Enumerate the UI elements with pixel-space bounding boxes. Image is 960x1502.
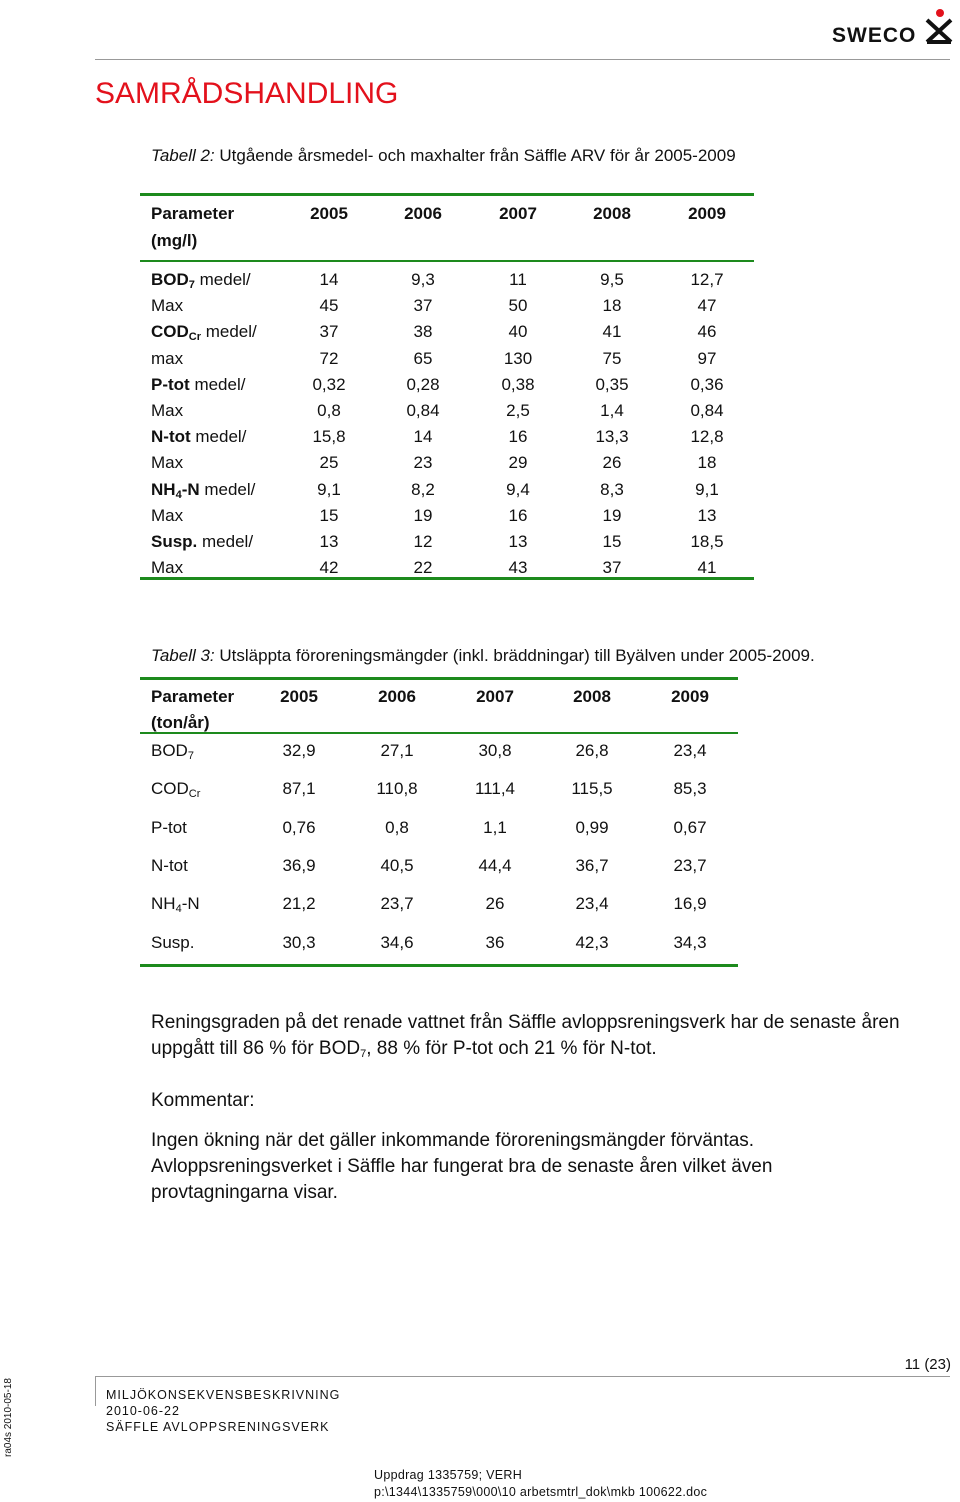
table3-year-header: 2009 [671,687,709,706]
table2-row-label [151,349,183,369]
param-name-suffix: -N [181,894,200,914]
table3-param-header: Parameter [151,687,235,706]
table2-year-header: 2008 [593,204,631,223]
table2-cell: 26 [602,453,622,473]
param-name: BOD [151,270,189,289]
table2-cell: 19 [602,505,622,525]
paragraph-line: provtagningarna visar. [151,1182,338,1203]
param-name: N-tot [151,427,191,447]
table3-row-label [151,741,194,762]
table2-row-label [151,453,183,473]
table2-unit-header: (mg/l) [151,231,198,250]
table3-cell: 30,3 [282,932,316,952]
table3-cell: 23,7 [380,894,414,914]
table2-row-label [151,558,183,578]
paragraph-line: Avloppsreningsverket i Säffle har fungerat bra de senaste åren vilket även [151,1156,773,1177]
table2-top-rule [140,193,754,196]
table2-cell: 18 [602,296,622,316]
table2-cell: 16 [508,427,528,447]
table2-cell: 45 [319,296,339,316]
footer-doc-type: MILJÖKONSEKVENSBESKRIVNING [106,1388,341,1402]
footer-rule-vertical [95,1376,96,1406]
table2-cell: 18 [697,453,717,473]
param-name: Susp. [151,532,198,551]
paragraph-text: uppgått till 86 % för BOD [151,1038,361,1059]
table3-cell: 44,4 [478,855,512,875]
table3-cell: 85,3 [673,779,707,799]
table3-cell: 34,6 [380,932,414,952]
table3-cell: 36,9 [282,855,316,875]
param-name: P-tot [151,817,187,837]
table2-cell: 2,5 [506,401,530,420]
table2-cell: 13 [319,532,339,551]
table2-row-label [151,506,183,526]
table2-row-label [151,427,246,447]
table2-caption-text: Utgående årsmedel- och maxhalter från Säffle ARV för år 2005-2009 [214,146,736,165]
table2-cell: 0,38 [501,374,535,394]
table2-cell: 13 [697,505,717,525]
table2-cell: 41 [697,558,717,578]
table3-cell: 34,3 [673,932,707,952]
table3-cell: 40,5 [380,855,414,875]
table3-row-label [151,856,188,876]
table2-row-label [151,270,251,291]
table2-cell: 0,32 [312,374,346,394]
paragraph-text: , 88 % för P-tot och 21 % för N-tot. [366,1038,657,1059]
paragraph-subscript: 7 [360,1048,367,1060]
table3-year-header: 2005 [280,687,318,706]
paragraph-line: Ingen ökning när det gäller inkommande föroreningsmängder förväntas. [151,1130,755,1151]
table2-cell: 15 [319,505,339,525]
table2-cell: 97 [697,348,717,368]
table2-year-header: 2005 [310,204,348,223]
param-name: P-tot [151,374,190,394]
table2-cell: 12 [413,532,433,551]
table2-row-label [151,401,183,421]
table3-cell: 27,1 [380,741,414,760]
sweco-logo [832,8,954,48]
param-name: N-tot [151,855,188,875]
table3-cell: 23,4 [575,894,609,914]
table2-cell: 11 [509,270,527,289]
table2-cell: 0,84 [690,401,724,420]
table2-cell: 19 [413,505,433,525]
table2-cell: 12,8 [690,427,724,447]
table2-cell: 8,3 [600,479,624,499]
table3-caption-text: Utsläppta föroreningsmängder (inkl. bräddningar) till Byälven under 2005-2009. [214,646,815,665]
table3-caption-label: Tabell 3: [151,646,215,665]
param-subscript: 4 [175,488,182,501]
table2-cell: 43 [508,558,528,578]
table2-cell: 46 [697,322,717,342]
param-subscript: 7 [187,750,194,762]
table3-cell: 42,3 [575,932,609,952]
param-name: NH [151,479,176,499]
table2-cell: 37 [413,296,433,316]
table3-caption [151,646,815,666]
table2-row-label [151,296,183,316]
table3-cell: 23,4 [673,741,707,760]
table3-year-header: 2007 [476,687,514,706]
table2-header-rule [140,260,754,262]
table2-cell: 22 [413,558,433,578]
paragraph-line: Reningsgraden på det renade vattnet från Säffle avloppsreningsverk har de senaste åren [151,1012,900,1033]
paragraph-comment [151,1128,772,1206]
table3-cell: 23,7 [673,855,707,875]
table3-unit-header: (ton/år) [151,713,210,732]
table3-cell: 32,9 [282,741,316,760]
paragraph-cleaning-degree [151,1010,900,1067]
logo-figure-icon [924,8,954,44]
paragraph-line [151,1036,900,1067]
table3-cell: 0,67 [673,817,707,837]
footer-rule [95,1376,950,1377]
table3-cell: 0,76 [282,817,316,837]
param-qualifier: Max [151,296,184,316]
table3-cell: 0,99 [575,817,609,837]
table2-cell: 23 [413,453,433,473]
table2-cell: 38 [413,322,433,342]
table3-top-rule [140,677,738,680]
table2-cell: 13 [508,532,528,551]
table2-row-label [151,480,255,501]
table2-row-label [151,322,257,343]
param-qualifier: medel/ [190,427,247,447]
table2-cell: 0,35 [595,374,629,394]
table2-cell: 8,2 [411,479,435,499]
side-code: ra04s 2010-05-18 [3,1378,14,1457]
table2-cell: 9,4 [506,479,530,499]
table2-cell: 15,8 [312,427,346,447]
table3-cell: 36,7 [575,855,609,875]
param-qualifier: medel/ [194,270,251,289]
table2-year-header: 2006 [404,204,442,223]
table3-header-rule [140,732,738,734]
param-qualifier: max [151,348,184,368]
table2-cell: 0,84 [406,401,440,420]
table2-param-header: Parameter [151,204,235,223]
table2-cell: 25 [319,453,339,473]
param-subscript: 4 [175,903,182,916]
table3-cell: 87,1 [282,779,316,799]
page-number: 11 (23) [904,1356,951,1373]
table2-cell: 9,5 [600,270,624,289]
param-subscript: 7 [188,279,195,291]
table3-cell: 115,5 [571,779,613,799]
param-subscript: Cr [188,331,202,344]
table2-cell: 42 [319,558,339,578]
footer-assignment: Uppdrag 1335759; VERH [374,1468,523,1482]
page-title: SAMRÅDSHANDLING [95,77,399,110]
table2-cell: 47 [697,296,717,316]
param-name: Susp. [151,932,195,952]
table2-year-header: 2009 [688,204,726,223]
table3-year-header: 2006 [378,687,416,706]
table3-cell: 26,8 [575,741,609,760]
table2-cell: 14 [413,427,433,447]
param-qualifier: Max [151,401,184,420]
table2-cell: 72 [319,348,339,368]
table2-cell: 9,1 [317,479,341,499]
footer-path: p:\1344\1335759\000\10 arbetsmtrl_dok\mkb 100622.doc [374,1485,708,1499]
table2-cell: 75 [602,348,622,368]
table2-cell: 40 [508,322,528,342]
table3-cell: 1,1 [483,817,507,837]
table3-bottom-rule [140,964,738,967]
param-qualifier: Max [151,558,184,578]
footer-date: 2010-06-22 [106,1404,180,1418]
table2-cell: 18,5 [690,532,724,551]
table2-year-header: 2007 [499,204,537,223]
table2-cell: 13,3 [595,427,629,447]
table3-cell: 36 [485,932,505,952]
param-qualifier: medel/ [189,374,246,394]
table3-row-label [151,818,187,838]
table2-cell: 41 [602,322,622,342]
footer-project: SÄFFLE AVLOPPSRENINGSVERK [106,1420,330,1434]
param-qualifier: Max [151,505,184,525]
table2-cell: 37 [319,322,339,342]
logo-text: SWECO [832,24,917,47]
table3-cell: 30,8 [478,741,512,760]
table2-cell: 0,36 [690,374,724,394]
table3-cell: 0,8 [385,817,409,837]
table2-cell: 9,1 [695,479,719,499]
table3-row-label [151,779,200,800]
table2-cell: 12,7 [690,270,724,289]
param-name: NH [151,894,176,914]
table2-cell: 1,4 [600,401,624,420]
table2-cell: 0,8 [317,401,341,420]
table2-cell: 50 [508,296,528,316]
param-name-suffix: -N [181,479,200,499]
table3-cell: 111,4 [474,779,516,799]
table2-cell: 14 [319,270,339,289]
param-subscript: Cr [188,788,201,801]
table2-caption-label: Tabell 2: [151,146,215,165]
table3-cell: 26 [485,894,505,914]
table2-cell: 29 [508,453,528,473]
table2-cell: 37 [602,558,622,578]
table3-cell: 21,2 [282,894,316,914]
param-qualifier: medel/ [201,322,257,342]
param-name: COD [151,779,189,799]
table3-year-header: 2008 [573,687,611,706]
header-rule [95,59,950,60]
table2-cell: 9,3 [411,270,435,289]
table2-cell: 130 [503,348,533,368]
param-qualifier: medel/ [197,532,254,551]
param-name: COD [151,322,189,342]
param-qualifier: Max [151,453,184,473]
param-name: BOD [151,741,188,760]
table2-caption [151,146,736,166]
table3-row-label [151,894,200,915]
table3-row-label [151,933,194,953]
table3-cell: 110,8 [376,779,418,799]
comment-heading: Kommentar: [151,1090,255,1111]
table2-cell: 0,28 [406,374,440,394]
table2-cell: 15 [602,532,622,551]
table2-row-label [151,532,253,552]
param-qualifier: medel/ [199,479,256,499]
table2-cell: 65 [413,348,433,368]
table2-row-label [151,375,245,395]
table3-cell: 16,9 [673,894,707,914]
table2-cell: 16 [508,505,528,525]
